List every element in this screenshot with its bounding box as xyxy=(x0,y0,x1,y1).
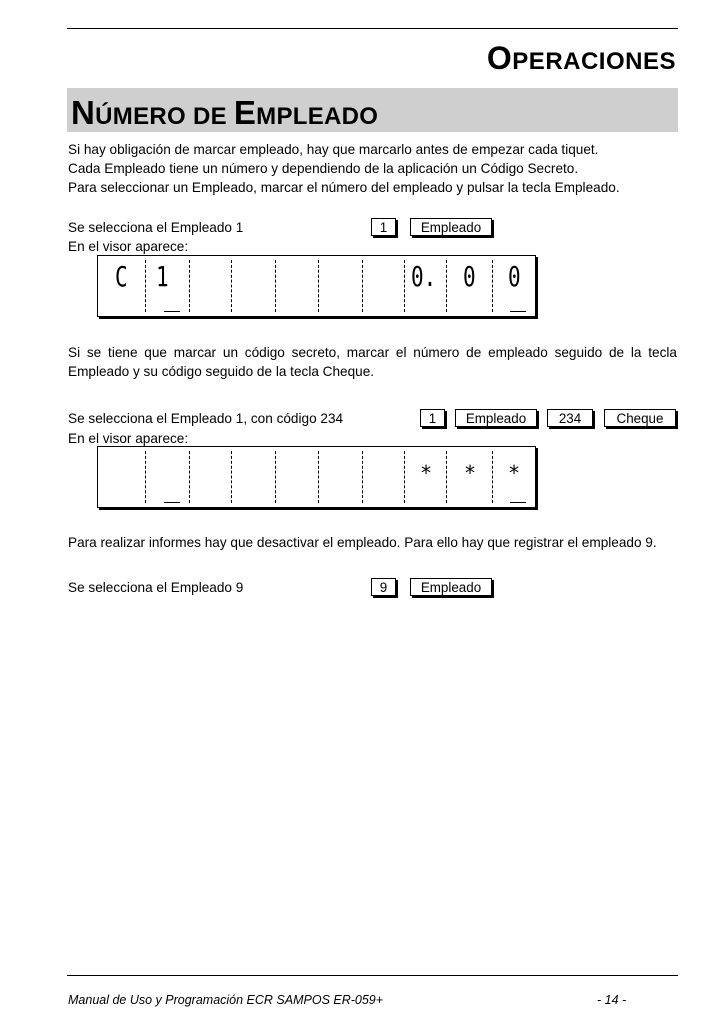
display-example1 xyxy=(97,255,536,317)
key-empleado: Empleado xyxy=(455,409,537,427)
display-char: C xyxy=(115,260,128,293)
footer-rule xyxy=(67,975,678,976)
display-char: 0 xyxy=(463,260,476,293)
intro-line-3: Para seleccionar un Empleado, marcar el número del empleado y pulsar la tecla Empleado. xyxy=(68,180,620,195)
cursor-mark xyxy=(510,502,526,503)
intro-line-1: Si hay obligación de marcar empleado, hay que marcarlo antes de empezar cada tiquet. xyxy=(68,142,599,157)
para-reports: Para realizar informes hay que desactivar el empleado. Para ello hay que registrar el empleado 9. xyxy=(68,535,657,550)
example2-text: Se selecciona el Empleado 1, con código 234 xyxy=(68,411,344,426)
key-9: 9 xyxy=(371,578,396,596)
key-empleado: Empleado xyxy=(410,578,492,596)
intro-line-2: Cada Empleado tiene un número y dependiendo de la aplicación un Código Secreto. xyxy=(68,161,579,176)
display-char: 1 xyxy=(156,260,169,293)
key-234: 234 xyxy=(547,409,593,427)
header-rule xyxy=(67,28,678,29)
display-char: * xyxy=(508,461,521,485)
cursor-mark xyxy=(164,502,180,503)
chapter-title: OPERACIONES xyxy=(486,40,676,76)
cursor-mark xyxy=(510,311,526,312)
key-cheque: Cheque xyxy=(604,409,676,427)
display-char: 0 xyxy=(508,260,521,293)
key-empleado: Empleado xyxy=(410,218,492,236)
display-char: * xyxy=(420,461,433,485)
key-1: 1 xyxy=(420,409,445,427)
section-title: NÚMERO DE EMPLEADO xyxy=(71,94,379,131)
example2-display-label: En el visor aparece: xyxy=(68,431,189,446)
example1-display-label: En el visor aparece: xyxy=(68,239,189,254)
key-1: 1 xyxy=(371,218,396,236)
example1-text: Se selecciona el Empleado 1 xyxy=(68,220,244,235)
display-char: * xyxy=(464,461,477,485)
page-number: - 14 - xyxy=(597,993,627,1007)
para-secret-code: Si se tiene que marcar un código secreto, marcar el número de empleado seguido de la tecla Empleado y su código seguido de la tecla Cheque. xyxy=(68,345,677,379)
cursor-mark xyxy=(164,311,180,312)
display-example2 xyxy=(97,446,536,508)
footer-manual-title: Manual de Uso y Programación ECR SAMPOS ER-059+ xyxy=(68,993,384,1007)
example3-text: Se selecciona el Empleado 9 xyxy=(68,580,244,595)
display-char: 0. xyxy=(411,260,437,293)
